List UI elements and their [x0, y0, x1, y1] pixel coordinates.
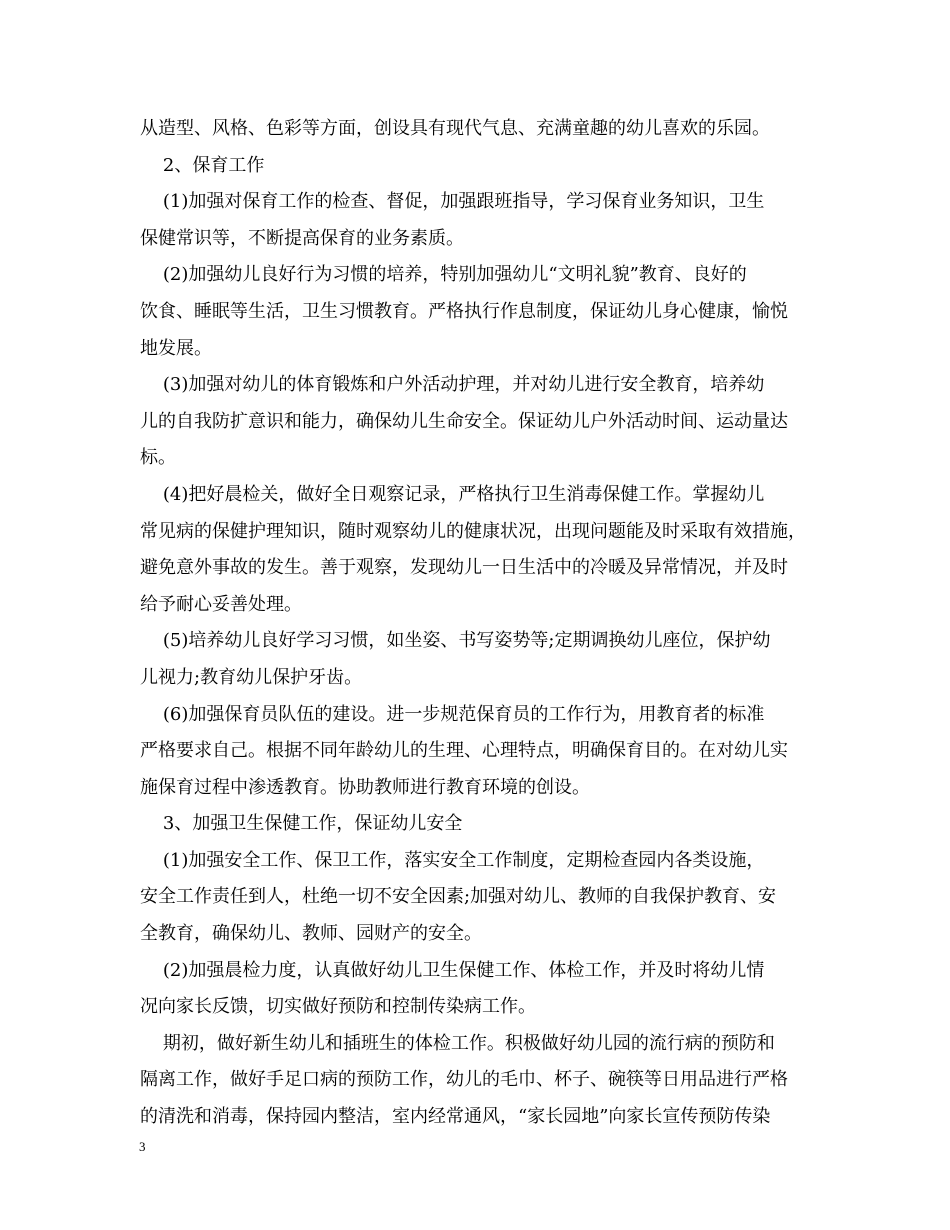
text-line: 饮食、睡眠等生活，卫生习惯教育。严格执行作息制度，保证幼儿身心健康，愉悦: [140, 300, 788, 322]
text-line: 儿视力;教育幼儿保护牙齿。: [140, 666, 363, 688]
paragraph: [140, 367, 812, 477]
text-line: 避免意外事故的发生。善于观察，发现幼儿一日生活中的冷暖及异常情况，并及时: [140, 557, 788, 579]
text-line: 施保育过程中渗透教育。协助教师进行教育环境的创设。: [140, 776, 590, 798]
paragraph: [140, 623, 812, 696]
text-line: 标。: [140, 447, 176, 469]
text-line: (1)加强对保育工作的检查、督促，加强跟班指导，学习保育业务知识，卫生: [140, 191, 765, 213]
paragraph: [140, 1026, 812, 1136]
text-line: 2、保育工作: [140, 154, 265, 176]
text-line: (5)培养幼儿良好学习习惯，如坐姿、书写姿势等;定期调换幼儿座位，保护幼: [140, 630, 771, 652]
paragraph: [140, 953, 812, 1026]
text-line: 常见病的保健护理知识，随时观察幼儿的健康状况，出现问题能及时采取有效措施，: [140, 520, 806, 542]
section-heading: [140, 806, 812, 843]
paragraph: [140, 111, 812, 148]
text-line: 给予耐心妥善处理。: [140, 593, 302, 615]
paragraph: [140, 843, 812, 953]
text-line: (2)加强幼儿良好行为习惯的培养，特别加强幼儿“文明礼貌”教育、良好的: [140, 264, 747, 286]
text-line: 安全工作责任到人，杜绝一切不安全因素;加强对幼儿、教师的自我保护教育、安: [140, 886, 777, 908]
text-line: 全教育，确保幼儿、教师、园财产的安全。: [140, 923, 482, 945]
paragraph: [140, 184, 812, 257]
text-line: 况向家长反馈，切实做好预防和控制传染病工作。: [140, 996, 536, 1018]
text-line: (6)加强保育员队伍的建设。进一步规范保育员的工作行为，用教育者的标准: [140, 703, 765, 725]
paragraph: [140, 697, 812, 807]
text-line: 隔离工作，做好手足口病的预防工作，幼儿的毛巾、杯子、碗筷等日用品进行严格: [140, 1069, 788, 1091]
page-number: 3: [139, 1139, 146, 1154]
text-line: 儿的自我防扩意识和能力，确保幼儿生命安全。保证幼儿户外活动时间、运动量达: [140, 410, 788, 432]
document-body: [140, 111, 812, 1136]
text-line: 严格要求自己。根据不同年龄幼儿的生理、心理特点，明确保育目的。在对幼儿实: [140, 740, 788, 762]
text-line: (2)加强晨检力度，认真做好幼儿卫生保健工作、体检工作，并及时将幼儿情: [140, 959, 765, 981]
section-heading: [140, 148, 812, 185]
text-line: 的清洗和消毒，保持园内整洁，室内经常通风，“家长园地”向家长宣传预防传染: [140, 1106, 771, 1128]
text-line: 从造型、风格、色彩等方面，创设具有现代气息、充满童趣的幼儿喜欢的乐园。: [140, 118, 770, 139]
text-line: (3)加强对幼儿的体育锻炼和户外活动护理，并对幼儿进行安全教育，培养幼: [140, 374, 765, 396]
text-line: (1)加强安全工作、保卫工作，落实安全工作制度，定期检查园内各类设施，: [140, 849, 765, 871]
text-line: 期初，做好新生幼儿和插班生的体检工作。积极做好幼儿园的流行病的预防和: [140, 1032, 775, 1054]
paragraph: [140, 257, 812, 367]
paragraph: [140, 477, 812, 623]
text-line: (4)把好晨检关，做好全日观察记录，严格执行卫生消毒保健工作。掌握幼儿: [140, 483, 765, 505]
text-line: 地发展。: [140, 337, 212, 359]
text-line: 保健常识等，不断提高保育的业务素质。: [140, 227, 464, 249]
text-line: 3、加强卫生保健工作，保证幼儿安全: [140, 813, 463, 835]
